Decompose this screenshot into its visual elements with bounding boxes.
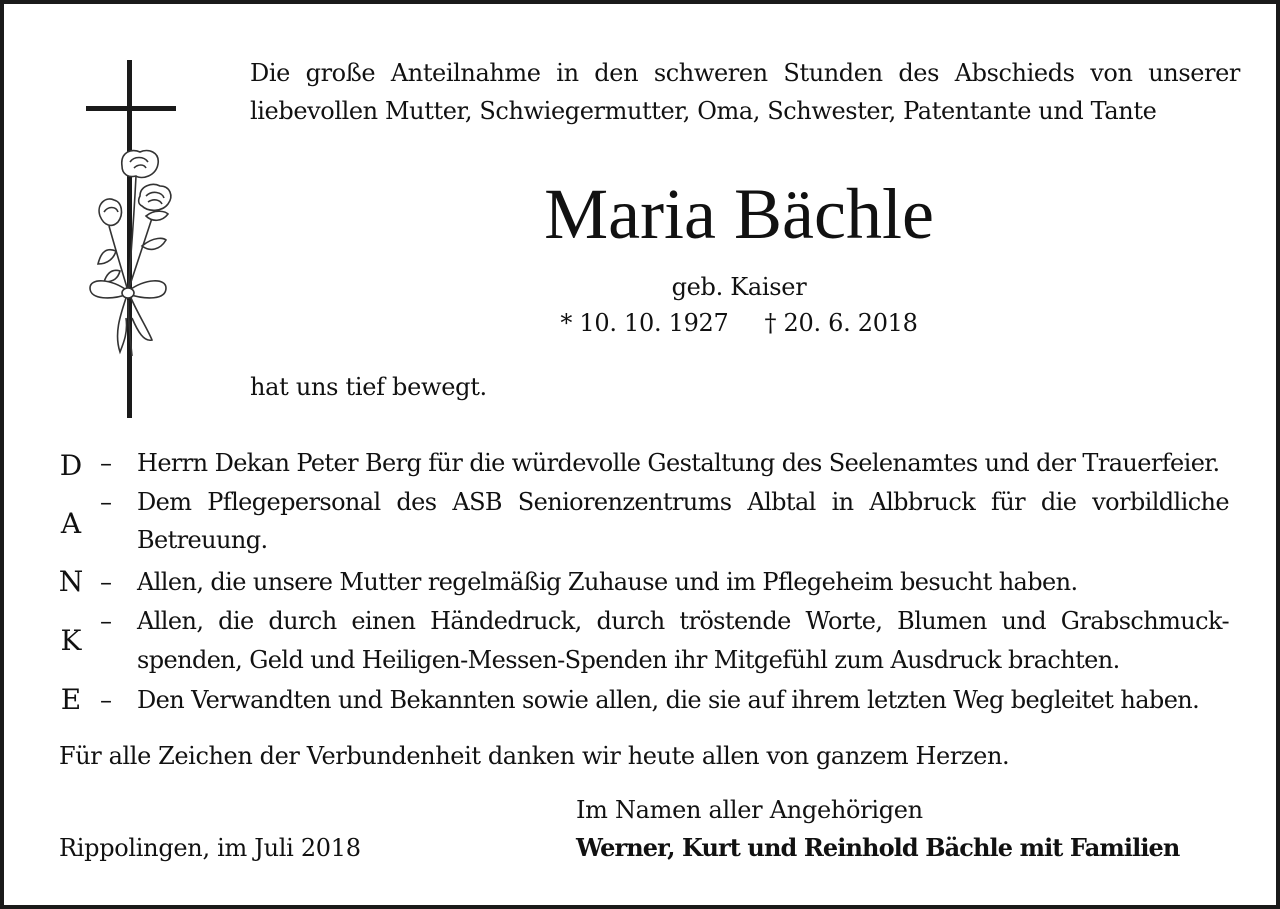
danke-dash: – [100, 607, 112, 635]
thanks-line: Dem Pflegepersonal des ASB Seniorenzentrums Albtal in Albbruck für die vorbildliche [137, 488, 1229, 516]
birth-date: * 10. 10. 1927 [560, 309, 729, 337]
thanks-line: Den Verwandten und Bekannten sowie allen, die sie auf ihrem letzten Weg begleitet haben. [137, 686, 1200, 714]
signature-intro: Im Namen aller Angehörigen [576, 796, 923, 824]
danke-dash: – [100, 568, 112, 596]
danke-letter-e: E [60, 683, 82, 716]
danke-dash: – [100, 686, 112, 714]
danke-dash: – [100, 449, 112, 477]
thanks-line: Betreuung. [137, 526, 268, 554]
danke-letter-a: A [60, 507, 82, 540]
thanks-line: Allen, die unsere Mutter regelmäßig Zuhause und im Pflegeheim besucht haben. [137, 568, 1078, 596]
danke-dash: – [100, 488, 112, 516]
thanks-line: spenden, Geld und Heiligen-Messen-Spenden ihr Mitgefühl zum Ausdruck brachten. [137, 646, 1120, 674]
danke-letter-d: D [59, 449, 83, 482]
danke-letter-n: N [58, 565, 84, 598]
signature-names: Werner, Kurt und Reinhold Bächle mit Familien [576, 833, 1180, 862]
death-date: † 20. 6. 2018 [764, 309, 918, 337]
thanks-line: Allen, die durch einen Händedruck, durch tröstende Worte, Blumen und Grabschmuck- [137, 607, 1229, 635]
life-dates [250, 306, 1228, 340]
cross-with-roses-icon [76, 56, 186, 421]
danke-letter-k: K [60, 624, 82, 657]
maiden-name: geb. Kaiser [671, 273, 807, 301]
deceased-name: Maria Bächle [544, 174, 934, 254]
moved-text: hat uns tief bewegt. [250, 373, 487, 401]
intro-text: Die große Anteilnahme in den schweren Stunden des Abschieds von unserer liebevollen Mutter, Schwiegermutter, Oma, Schwester, Patentante und Tante [250, 59, 1240, 125]
place-date: Rippolingen, im Juli 2018 [59, 834, 361, 862]
closing-text: Für alle Zeichen der Verbundenheit danken wir heute allen von ganzem Herzen. [59, 742, 1010, 770]
thanks-line: Herrn Dekan Peter Berg für die würdevolle Gestaltung des Seelenamtes und der Trauerfeier. [137, 449, 1220, 477]
